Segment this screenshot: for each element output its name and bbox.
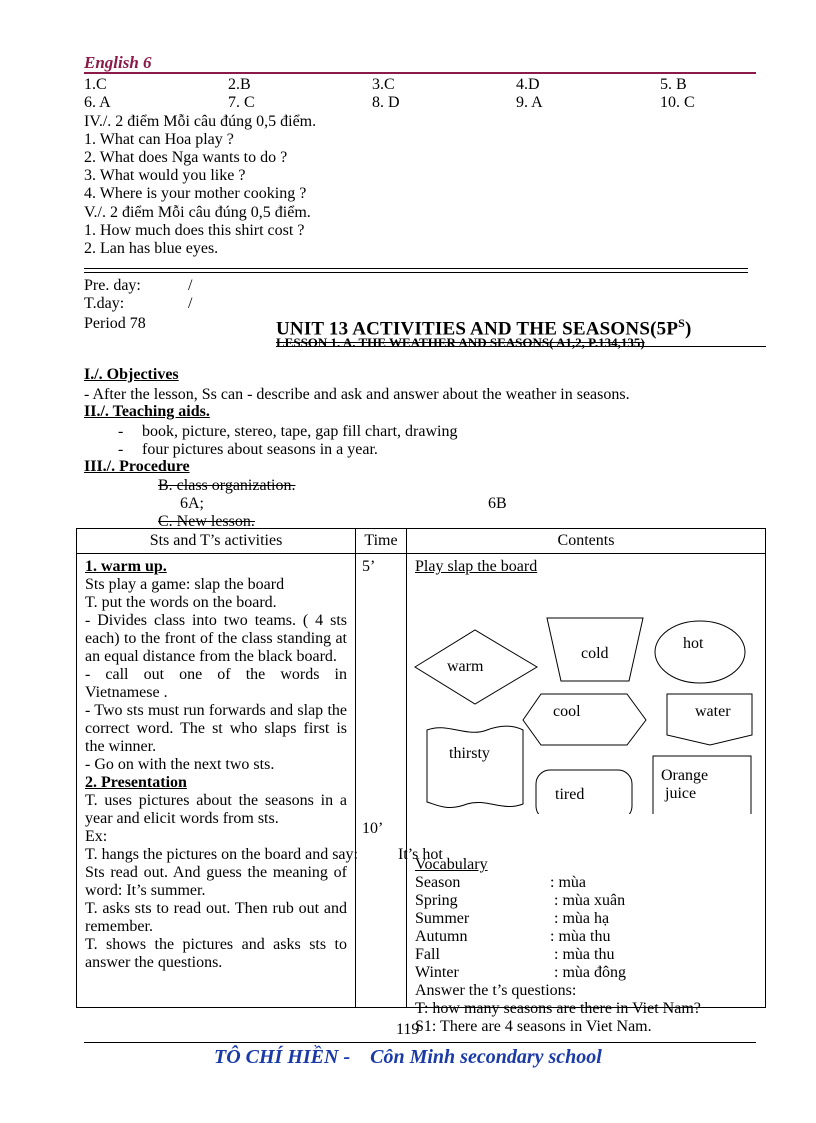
answer-2: 2.B [228, 76, 251, 93]
aids-item: four pictures about seasons in a year. [142, 441, 378, 458]
section4-item: 3. What would you like ? [84, 167, 246, 184]
answer-8: 8. D [372, 94, 400, 111]
word-juice: juice [665, 785, 697, 802]
presentation-line: T. asks sts to read out. Then rub out and remember. [85, 900, 347, 935]
answer-line: S1: There are 4 seasons in Viet Nam. [415, 1018, 652, 1035]
lesson-rule [276, 346, 766, 347]
footer-rule [84, 1042, 756, 1043]
warmup-line: - Divides class into two teams. ( 4 sts each) to the front of the class standing at an equal distance from the black board. [85, 612, 347, 665]
word-orange: Orange [661, 767, 709, 784]
pre-day-label: Pre. day: [84, 277, 141, 294]
answer-4: 4.D [516, 76, 540, 93]
word-cool: cool [553, 703, 581, 720]
presentation-heading: 2. Presentation [85, 774, 187, 791]
answer-10: 10. C [660, 94, 695, 111]
presentation-line: T. shows the pictures and asks sts to answer the questions. [85, 936, 347, 971]
unit-title: UNIT 13 ACTIVITIES AND THE $SEASONS(5P^S)$ [276, 316, 692, 340]
warmup-line: - Go on with the next two sts. [85, 756, 275, 773]
vocab-row: Summer : mùa hạ [415, 910, 610, 927]
objectives-heading: I./. Objectives [84, 366, 179, 383]
answer-1: 1.C [84, 76, 107, 93]
vocabulary-block [415, 856, 760, 1036]
section4-item: 2. What does Nga wants to do ? [84, 149, 288, 166]
aids-heading: II./. Teaching aids. [84, 403, 210, 420]
subject-title: English 6 [84, 53, 152, 72]
word-water: water [695, 703, 731, 720]
warmup-heading: 1. warm up. [85, 558, 167, 575]
game-title: Play slap the board [415, 558, 538, 575]
header-contents: Contents [407, 529, 766, 554]
vocab-row: Season : mùa [415, 874, 586, 891]
section4-item: 4. Where is your mother cooking ? [84, 185, 307, 202]
answer-5: 5. B [660, 76, 687, 93]
header-activities: Sts and T’s activities [77, 529, 356, 554]
word-warm: warm [447, 658, 484, 675]
new-lesson: C. New lesson. [158, 513, 255, 530]
contents-cell [407, 554, 766, 1035]
objectives-text: - After the lesson, Ss can - describe and ask and answer about the weather in seasons. [84, 386, 630, 403]
section5-item: 1. How much does this shirt cost ? [84, 222, 305, 239]
class-organization: B. class organization. [158, 477, 296, 494]
time-warmup: 5’ [362, 558, 376, 575]
vocab-row: Spring : mùa xuân [415, 892, 626, 909]
section4-item: 1. What can Hoa play ? [84, 131, 234, 148]
answer-3: 3.C [372, 76, 395, 93]
warmup-line: T. put the words on the board. [85, 594, 277, 611]
lesson-title: LESSON 1. A. THE WEATHER AND SEASONS( A1,2, P.134,135) [276, 335, 645, 350]
hot-ellipse [655, 621, 745, 683]
vocab-row: Winter : mùa đông [415, 964, 626, 981]
word-thirsty: thirsty [449, 745, 490, 762]
section-divider [84, 268, 748, 273]
procedure-heading: III./. Procedure [84, 458, 190, 475]
presentation-line: T. uses pictures about the seasons in a year and elicit words from sts. [85, 792, 347, 827]
section5-heading: V./. 2 điểm Mỗi câu đúng 0,5 điểm. [84, 204, 311, 221]
header-time: Time [356, 529, 407, 554]
time-cell [356, 554, 407, 1008]
t-day-label: T.day: [84, 295, 125, 312]
warmup-line: - call out one of the words in Vietnamese . [85, 666, 347, 701]
word-hot: hot [683, 635, 704, 652]
time-presentation: 10’ [362, 820, 384, 837]
section4-heading: IV./. 2 điểm Mỗi câu đúng 0,5 điểm. [84, 113, 317, 130]
page-number: 119 [396, 1021, 420, 1038]
bullet: - [118, 441, 124, 458]
word-tired: tired [555, 786, 585, 803]
answer-6: 6. A [84, 94, 111, 111]
section5-item: 2. Lan has blue eyes. [84, 240, 219, 257]
thirsty-flag [427, 726, 523, 807]
answer-line: T: how many seasons are there in Viet Nam? [415, 1000, 701, 1017]
vocab-row: Autumn : mùa thu [415, 928, 611, 945]
header-rule [84, 72, 756, 74]
bullet: - [118, 423, 124, 440]
answer-7: 7. C [228, 94, 255, 111]
class-6a: 6A; [180, 495, 204, 512]
period-label: Period 78 [84, 315, 146, 332]
presentation-line: T. hangs the pictures on the board and say: It’s hot [85, 846, 443, 863]
class-6b: 6B [488, 495, 507, 512]
presentation-line: Ex: [85, 828, 108, 845]
presentation-line: Sts read out. And guess the meaning of word: It’s summer. [85, 864, 347, 899]
warmup-line: Sts play a game: slap the board [85, 576, 285, 593]
word-cold: cold [581, 645, 609, 662]
t-day-slash: / [188, 295, 193, 312]
answer-9: 9. A [516, 94, 543, 111]
vocab-heading: Vocabulary [415, 856, 488, 873]
footer-author: TÔ CHÍ HIỀN - Côn Minh secondary school [214, 1046, 602, 1068]
aids-item: book, picture, stereo, tape, gap fill chart, drawing [142, 423, 458, 440]
warmup-line: - Two sts must run forwards and slap the correct word. The st who slaps first is the winner. [85, 702, 347, 755]
cool-hexagon [523, 694, 646, 745]
pre-day-slash: / [188, 277, 193, 294]
slap-board-drawing [407, 554, 766, 814]
answer-line: Answer the t’s questions: [415, 982, 577, 999]
vocab-row: Fall : mùa thu [415, 946, 615, 963]
